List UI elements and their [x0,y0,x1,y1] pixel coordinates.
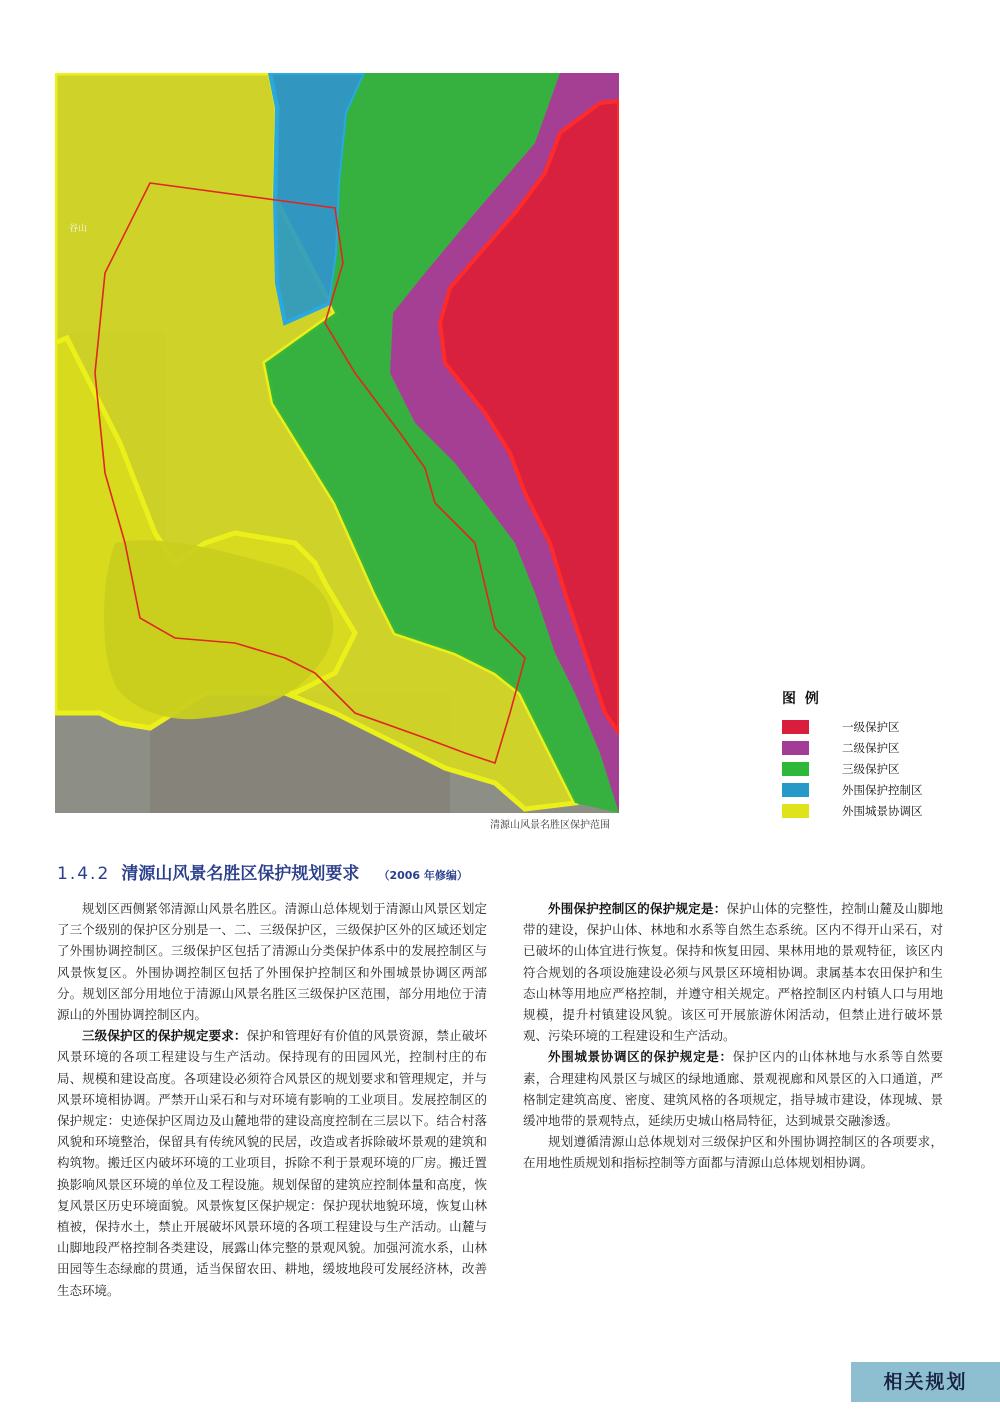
legend-item [782,779,923,800]
legend-swatch-yellow [782,804,809,818]
paragraph-lead: 外围城景协调区的保护规定是： [548,1049,733,1065]
paragraph-body: 保护山体的完整性，控制山麓及山脚地带的建设，保护山体、林地和水系等自然生态系统。区内不得开山采石，对已破坏的山体宜进行恢复。保持和恢复田园、果林用地的景观特征，该区内符合规划的各项设施建设必须与风景区环境相协调。隶属基本农田保护和生态山林等用地应严格控制，并遵守相关规定。严格控制区内村镇人口与用地规模，提升村镇建设风貌。该区可开展旅游休闲活动，但禁止进行破坏景观、污染环境的工程建设和生产活动。 [523,901,943,1044]
section-number: 1.4.2 [57,864,111,884]
right-column [523,898,943,1174]
paragraph-lead: 外围保护控制区的保护规定是： [548,901,727,916]
section-note: （2006 年修编） [378,869,468,882]
paragraph [523,898,943,1046]
legend-swatch-blue [782,783,809,797]
legend-item [782,758,923,779]
paragraph: 规划遵循清源山总体规划对三级保护区和外围协调控制区的各项要求，在用地性质规划和指标控制等方面都与清源山总体规划相协调。 [523,1134,943,1171]
map-legend [782,688,923,821]
footer-tag: 相关规划 [851,1362,1000,1402]
legend-label: 三级保护区 [842,761,900,776]
paragraph [523,1046,943,1131]
legend-label: 外围城景协调区 [842,803,923,818]
legend-swatch-red [782,720,809,734]
legend-item [782,800,923,821]
legend-label: 一级保护区 [842,719,900,734]
legend-label: 外围保护控制区 [842,782,923,797]
section-heading: 清源山风景名胜区保护规划要求 [121,864,360,884]
legend-swatch-purple [782,741,809,755]
map-caption: 清源山风景名胜区保护范围 [490,820,610,831]
protection-zone-map [55,73,619,813]
paragraph: 规划区西侧紧邻清源山风景名胜区。清源山总体规划于清源山风景区划定了三个级别的保护区分别是一、二、三级保护区，三级保护区外的区域还划定了外围协调控制区。三级保护区包括了清源山分类保护体系中的发展控制区与风景恢复区。外围协调控制区包括了外围保护控制区和外围城景协调区两部分。规划区部分用地位于清源山风景名胜区三级保护区范围，部分用地位于清源山的外围协调控制区内。 [57,901,487,1023]
paragraph [57,1025,487,1301]
map-svg [55,73,619,813]
legend-label: 二级保护区 [842,740,900,755]
left-column [57,898,487,1301]
legend-item [782,737,923,758]
paragraph-lead: 三级保护区的保护规定要求： [82,1028,247,1044]
legend-swatch-green [782,762,809,776]
legend-title: 图 例 [782,691,821,707]
map-place-label: 谷山 [69,224,88,234]
legend-item [782,716,923,737]
paragraph-body: 保护区内的山体林地与水系等自然要素，合理建构风景区与城区的绿地通廊、景观视廊和风景区的入口通道，严格制定建筑高度、密度、建筑风格的各项规定，指导城市建设，体现城、景缓冲地带的景观特点，延续历史城山格局特征，达到城景交融渗透。 [523,1049,943,1129]
paragraph-body: 保护和管理好有价值的风景资源，禁止破坏风景环境的各项工程建设与生产活动。保持现有的田园风光，控制村庄的布局、规模和建设高度。各项建设必须符合风景区的规划要求和管理规定，并与风景环境相协调。严禁开山采石和与对环境有影响的工业项目。发展控制区的保护规定：史迹保护区周边及山麓地带的建设高度控制在三层以下。结合村落风貌和环境整治，保留具有传统风貌的民居，改造或者拆除破坏景观的建筑和构筑物。搬迁区内破坏环境的工业项目，拆除不利于景观环境的厂房。搬迁置换影响风景区环境的单位及工程设施。规划保留的建筑应控制体量和高度，恢复风景区历史环境面貌。风景恢复区保护规定：保护现状地貌环境，恢复山林植被，保持水土，禁止开展破坏风景环境的各项工程建设与生产活动。山麓与山脚地段严格控制各类建设，展露山体完整的景观风貌。加强河流水系，山林田园等生态绿廊的贯通，适当保留农田、耕地，缓坡地段可发展经济林，改善生态环境。 [57,1028,487,1298]
section-title [57,859,468,884]
